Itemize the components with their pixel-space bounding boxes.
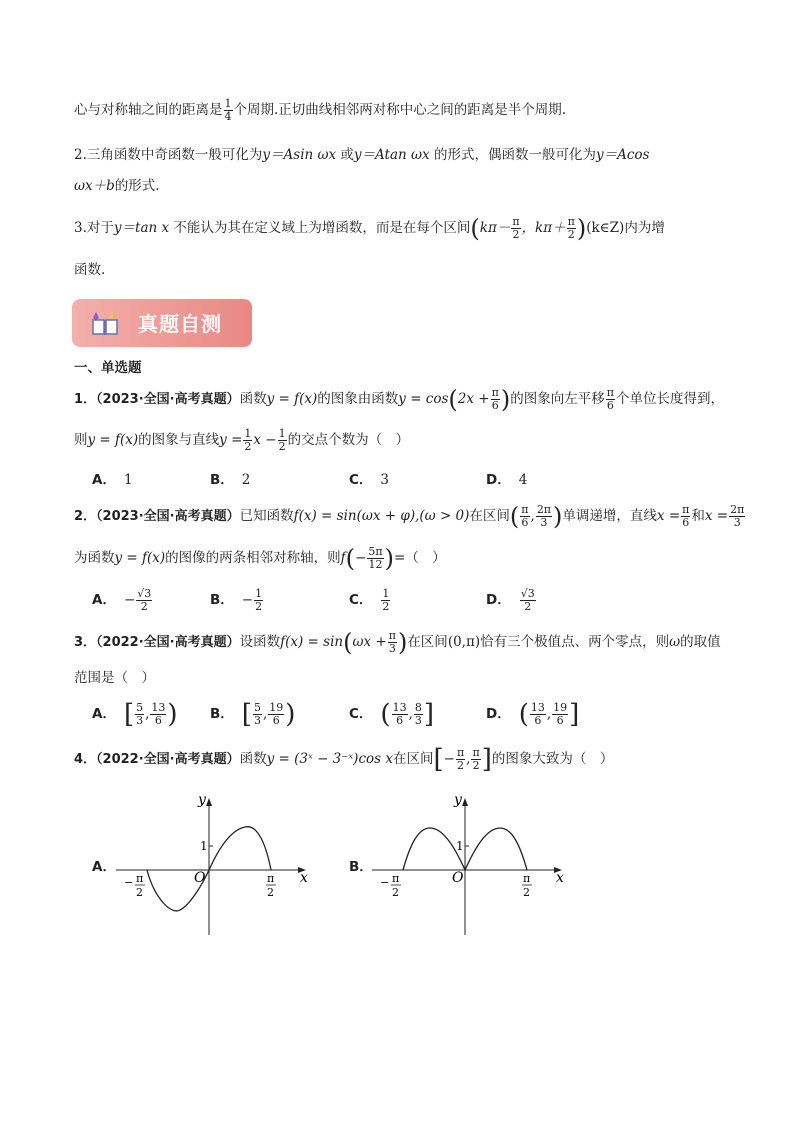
fraction [243, 428, 252, 453]
frac-num: π [606, 386, 614, 399]
choice-c[interactable]: C． ( $\frac{13}{6}$ , $\frac{8}{3}$ ] [349, 699, 435, 730]
question-text: 函数 [239, 751, 267, 767]
x-axis-label: x [300, 870, 308, 886]
intro-text: 个周期.正切曲线相邻两对称中心之间的距离是半个周期. [233, 102, 567, 118]
frac-den: 6 [521, 516, 529, 529]
intro-text: 3.对于 [74, 220, 114, 236]
y-axis-label: y [198, 792, 206, 808]
tick-label-pi-den: 2 [523, 886, 530, 899]
frac-den: 6 [154, 714, 162, 727]
frac-num: 5 [253, 701, 261, 714]
question-text: 范围是（ ） [74, 670, 155, 686]
paren: ( [448, 385, 458, 414]
choice-label: B． [210, 592, 234, 608]
formula: − [241, 592, 254, 608]
fraction [414, 702, 423, 727]
fraction [224, 98, 233, 123]
frac-den: 2 [382, 600, 390, 613]
formula: ωx + [352, 634, 387, 650]
fraction [278, 428, 287, 453]
question-text: 的图象与直线 [138, 432, 220, 448]
fraction [381, 588, 390, 613]
frac-den: 2 [244, 440, 252, 453]
frac-den: 6 [556, 714, 564, 727]
tick-label-neg-pi-den: 2 [136, 886, 143, 899]
frac-num: 1 [244, 427, 252, 440]
question-3-line-1 [74, 630, 721, 655]
choice-value: 1 [123, 472, 133, 488]
frac-den: 3 [136, 714, 144, 727]
frac-num: π [682, 503, 690, 516]
frac-num: 8 [414, 701, 422, 714]
choice-d[interactable]: D． ( $\frac{13}{6}$ , $\frac{19}{6}$ ] [486, 699, 580, 730]
formula: ωx＋b [74, 178, 115, 194]
fraction [253, 702, 262, 727]
question-4-line-1: 4．（2022·全国·高考真题）函数y = (3ˣ − 3⁻ˣ)cos x在区间[− $\frac{\pi}{2}$ , $\frac{\pi}{2}$ ]的图象大致为（ ） [74, 744, 614, 775]
frac-num: √3 [520, 587, 535, 600]
question-text: 在区间 [407, 634, 448, 650]
tick-label-neg-pi-num: π [392, 872, 400, 885]
fraction [511, 216, 520, 241]
formula: f(x) = sin [280, 634, 344, 650]
frac-num: π [388, 629, 396, 642]
paren: ( [509, 502, 520, 531]
question-text: 在区间 [392, 751, 434, 767]
question-text: 的图象大致为（ ） [491, 751, 614, 767]
bracket: [ [433, 744, 444, 775]
frac-num: 13 [530, 701, 545, 714]
fraction [681, 504, 690, 529]
frac-num: π [491, 386, 499, 399]
question-source: （2022·全国·高考真题） [96, 635, 240, 650]
question-text: 已知函数 [239, 508, 294, 524]
fraction [471, 747, 480, 772]
frac-den: 2 [567, 228, 575, 241]
frac-den: 12 [368, 558, 383, 571]
question-source: （2023·全国·高考真题） [96, 509, 240, 524]
frac-den: 3 [253, 714, 261, 727]
bracket: ( [380, 699, 391, 730]
frac-den: 3 [540, 516, 548, 529]
choice-label: D． [486, 472, 511, 488]
tick-label-pi-den: 2 [267, 886, 274, 899]
formula: y = [219, 432, 243, 448]
origin-label: O [194, 870, 206, 886]
frac-num: π [472, 746, 480, 759]
intro-text: 的形式，偶函数一般可化为 [433, 147, 596, 163]
paren: ( [345, 544, 356, 573]
frac-num: π [456, 746, 465, 759]
formula: y = cos [398, 391, 449, 407]
formula: x = [656, 508, 681, 524]
choice-label: D． [486, 592, 511, 608]
graph-a [110, 790, 320, 940]
choice-b[interactable] [210, 468, 250, 488]
frac-den: 2 [140, 600, 148, 613]
fraction [367, 546, 383, 571]
fraction [135, 702, 144, 727]
question-text: 在区间 [469, 508, 510, 524]
choice-label: C． [349, 706, 373, 722]
fraction [567, 216, 576, 241]
choice-label: A． [92, 706, 116, 722]
choice-value: 2 [241, 472, 251, 488]
question-text: 单调递增，直线 [562, 508, 657, 524]
question-1-line-2 [74, 428, 409, 453]
tick-label-neg-pi-minus: − [380, 876, 390, 889]
fraction [520, 504, 529, 529]
question-text: 的图像的两条相邻对称轴，则 [165, 550, 341, 566]
formula: x = [704, 508, 729, 524]
frac-den: 2 [512, 228, 520, 241]
formula: (k∈Z) [586, 220, 625, 236]
frac-num: 1 [382, 587, 390, 600]
graph-b [366, 790, 576, 940]
question-source: （2023·全国·高考真题） [96, 392, 240, 407]
paren: ) [384, 544, 394, 573]
frac-den: 3 [733, 516, 741, 529]
choice-a[interactable]: A． [ $\frac{5}{3}$ , $\frac{13}{6}$ ) [92, 699, 178, 730]
fraction [606, 387, 615, 412]
paren: ) [553, 502, 563, 531]
frac-den: 6 [682, 516, 690, 529]
question-text: 函数 [239, 391, 267, 407]
question-1-line-1 [74, 387, 724, 412]
fraction [392, 702, 408, 727]
y-axis-arrow [462, 798, 468, 806]
section-title: 一、单选题 [74, 360, 142, 376]
frac-num: 1 [224, 97, 232, 110]
fraction [530, 702, 546, 727]
frac-num: π [567, 215, 575, 228]
formula: y＝tan x [113, 220, 170, 236]
paren: ) [576, 214, 587, 243]
bracket: ] [569, 699, 580, 730]
fraction [536, 504, 552, 529]
paren: ) [500, 385, 511, 414]
choice-label: B． [210, 472, 234, 488]
frac-den: 2 [255, 600, 263, 613]
formula: y = (3ˣ − 3⁻ˣ)cos x [266, 751, 393, 767]
paren: ) [397, 628, 408, 657]
intro-text: 内为增 [624, 220, 665, 236]
choice-label: B． [210, 706, 234, 722]
question-text: =（ ） [393, 550, 446, 566]
tick-label-pi-num: π [523, 872, 531, 885]
question-number: 4． [74, 752, 97, 767]
choice-label: C． [349, 592, 373, 608]
bracket: ( [518, 699, 529, 730]
frac-den: 2 [472, 759, 480, 772]
frac-num: 19 [553, 701, 568, 714]
intro-text: 心与对称轴之间的距离是 [74, 102, 223, 118]
formula: − [443, 751, 455, 767]
choice-a[interactable] [92, 588, 153, 613]
choice-a[interactable] [92, 468, 133, 488]
frac-num: 13 [392, 701, 407, 714]
question-text: 设函数 [239, 634, 281, 650]
choice-label: A． [92, 472, 116, 488]
bracket: [ [241, 699, 252, 730]
frac-num: 1 [255, 587, 263, 600]
section-banner [72, 299, 252, 347]
formula: ，kπ＋ [521, 220, 566, 236]
formula: 2x + [457, 391, 490, 407]
choice-c[interactable] [349, 468, 389, 488]
fraction [388, 630, 397, 655]
frac-den: 6 [272, 714, 280, 727]
intro-text: 或 [340, 147, 354, 163]
question-text: 的取值 [680, 634, 721, 650]
bracket: ) [167, 699, 178, 730]
question-text: 和 [691, 508, 705, 524]
formula: f(x) = sin(ωx + φ),(ω > 0) [293, 508, 470, 524]
choice-d[interactable] [486, 468, 527, 488]
choice-label: A． [92, 859, 116, 875]
bracket: [ [123, 699, 135, 730]
formula: y = f(x) [114, 550, 166, 566]
frac-num: √3 [137, 587, 152, 600]
choice-label: A． [92, 592, 116, 608]
frac-num: π [521, 503, 529, 516]
question-text: 为函数 [74, 550, 115, 566]
intro-text: 不能认为其在定义域上为增函数，而是在每个区间 [173, 220, 471, 236]
question-2-line-2 [74, 546, 446, 571]
formula: y＝Asin ωx [262, 147, 337, 163]
choice-c[interactable] [349, 588, 391, 613]
question-number: 2． [74, 509, 97, 524]
choice-d[interactable] [486, 588, 537, 613]
formula: kπ－ [479, 220, 511, 236]
frac-num: 2π [536, 503, 552, 516]
formula: − [355, 550, 367, 566]
bracket: ] [423, 699, 435, 730]
frac-den: 6 [396, 714, 404, 727]
frac-den: 6 [491, 399, 499, 412]
question-text: 恰有三个极值点、两个零点，则 [480, 634, 670, 650]
fraction [552, 702, 568, 727]
origin-label: O [452, 870, 464, 886]
question-number: 1． [74, 392, 97, 407]
question-text: 个单位长度得到， [615, 391, 724, 407]
fraction [268, 702, 284, 727]
intro-line-2 [74, 145, 649, 165]
frac-den: 3 [388, 642, 396, 655]
fraction [729, 504, 745, 529]
intro-text: 函数. [74, 262, 106, 278]
fraction [456, 747, 465, 772]
question-2-line-1: 2．（2023·全国·高考真题）已知函数f(x) = sin(ωx + φ),(ω > 0)在区间( $\frac{\pi}{6}$ , $\frac{2\pi}{3}$ )单调递增，直线x = $\frac{\pi}{6}$ 和x = $\frac{2\pi}{3}$ [74, 502, 745, 531]
y-axis-label: y [454, 792, 462, 808]
question-text: 则 [74, 432, 88, 448]
choice-b[interactable] [210, 588, 264, 613]
frac-den: 3 [414, 714, 422, 727]
question-3-line-2 [74, 668, 155, 688]
question-source: （2022·全国·高考真题） [96, 752, 240, 767]
x-axis-label: x [556, 870, 564, 886]
paren: ( [343, 628, 353, 657]
fraction [136, 588, 152, 613]
choice-value: 4 [518, 472, 528, 488]
choice-label: C． [349, 472, 373, 488]
intro-line-5 [74, 260, 105, 280]
frac-den: 2 [524, 600, 532, 613]
book-pencil-icon [90, 308, 120, 338]
question-text: 的交点个数为（ ） [287, 432, 410, 448]
tick-label-one: 1 [200, 839, 208, 853]
choice-b[interactable]: B． [ $\frac{5}{3}$ , $\frac{19}{6}$ ) [210, 699, 296, 730]
bracket: ] [481, 744, 492, 775]
frac-num: 2π [730, 503, 745, 516]
choice-label: B． [349, 859, 373, 875]
frac-num: π [512, 215, 520, 228]
intro-line-3 [74, 176, 160, 196]
y-axis-arrow [206, 798, 212, 806]
intro-text: 2.三角函数中奇函数一般可化为 [74, 147, 263, 163]
frac-den: 4 [224, 110, 232, 123]
fraction [520, 588, 536, 613]
tick-label-one: 1 [456, 839, 464, 853]
frac-num: 5 [136, 701, 144, 714]
intro-text: 的形式. [114, 178, 160, 194]
frac-num: 19 [269, 701, 284, 714]
intro-line-4 [74, 216, 665, 241]
bracket: ) [285, 699, 296, 730]
formula: y = f(x) [266, 391, 318, 407]
tick-label-pi-num: π [267, 872, 275, 885]
frac-den: 6 [606, 399, 614, 412]
tick-label-neg-pi-den: 2 [392, 886, 399, 899]
choice-value: 3 [380, 472, 390, 488]
question-text: 的图象由函数 [317, 391, 399, 407]
formula: (0,π) [447, 634, 481, 650]
formula: y = f(x) [87, 432, 139, 448]
frac-den: 2 [457, 759, 465, 772]
formula: − [123, 592, 136, 608]
formula: f [340, 550, 346, 566]
frac-den: 2 [278, 440, 286, 453]
frac-num: 13 [151, 701, 166, 714]
frac-num: 1 [278, 427, 286, 440]
formula: x − [253, 432, 277, 448]
question-number: 3． [74, 635, 97, 650]
frac-num: 5π [368, 545, 383, 558]
choice-label: D． [486, 706, 511, 722]
tick-label-neg-pi-minus: − [124, 876, 134, 889]
question-text: 的图象向左平移 [510, 391, 605, 407]
frac-den: 6 [534, 714, 542, 727]
tick-label-neg-pi-num: π [136, 872, 144, 885]
intro-line-1 [74, 98, 566, 123]
paren: ( [470, 214, 480, 243]
formula: y＝Atan ωx [353, 147, 430, 163]
fraction [491, 387, 500, 412]
formula: ω [669, 634, 681, 650]
banner-title: 真题自测 [138, 312, 222, 336]
formula: y＝Acos [595, 147, 650, 163]
fraction [150, 702, 166, 727]
fraction [254, 588, 263, 613]
